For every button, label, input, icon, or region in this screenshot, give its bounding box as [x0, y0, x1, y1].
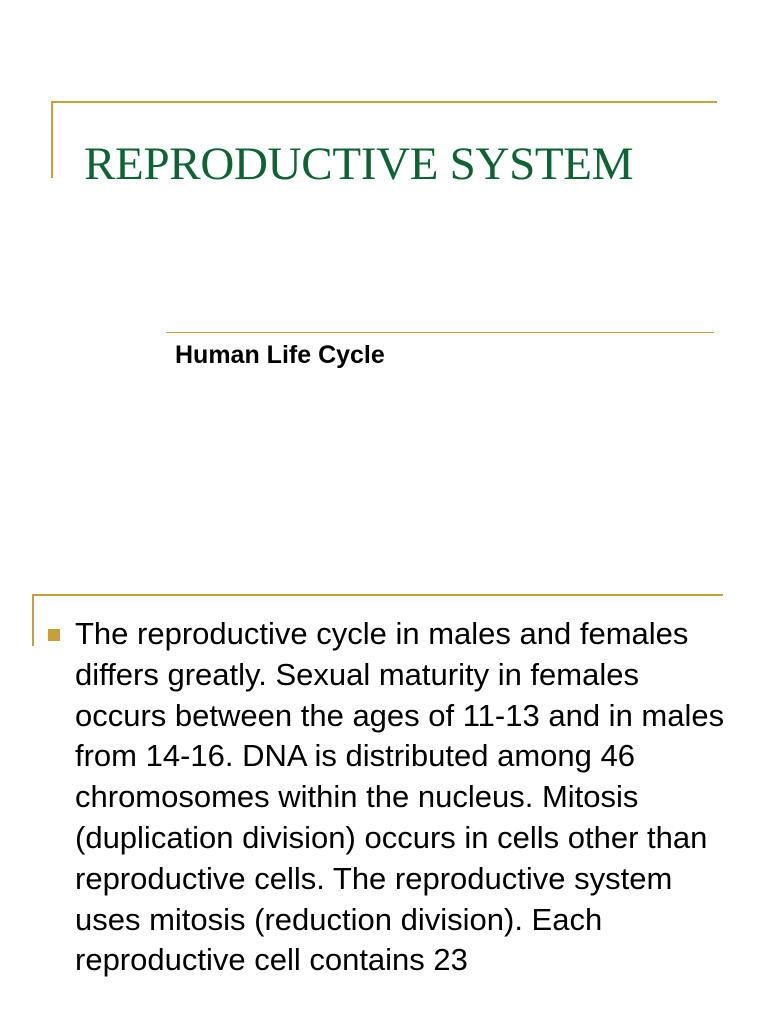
bullet-text: The reproductive cycle in males and females differs greatly. Sexual maturity in females occurs between the ages of 11-13 and in males from 14-16. DNA is distributed among 46 chromosomes within the nucleus. Mitosis (duplication division) occurs in cells other than reproductive cells. The reproductive system uses mitosis (reduction division). Each reproductive cell contains 23 — [75, 616, 725, 978]
square-bullet-icon — [48, 629, 60, 641]
subtitle-rule — [166, 332, 714, 333]
slide-subtitle: Human Life Cycle — [175, 341, 385, 369]
title-top-rule — [51, 101, 717, 103]
content-left-rule — [32, 594, 34, 646]
content-slide — [0, 560, 768, 1024]
slide-title: REPRODUCTIVE SYSTEM — [84, 138, 634, 190]
content-top-rule — [32, 594, 723, 596]
title-left-rule — [51, 101, 53, 178]
